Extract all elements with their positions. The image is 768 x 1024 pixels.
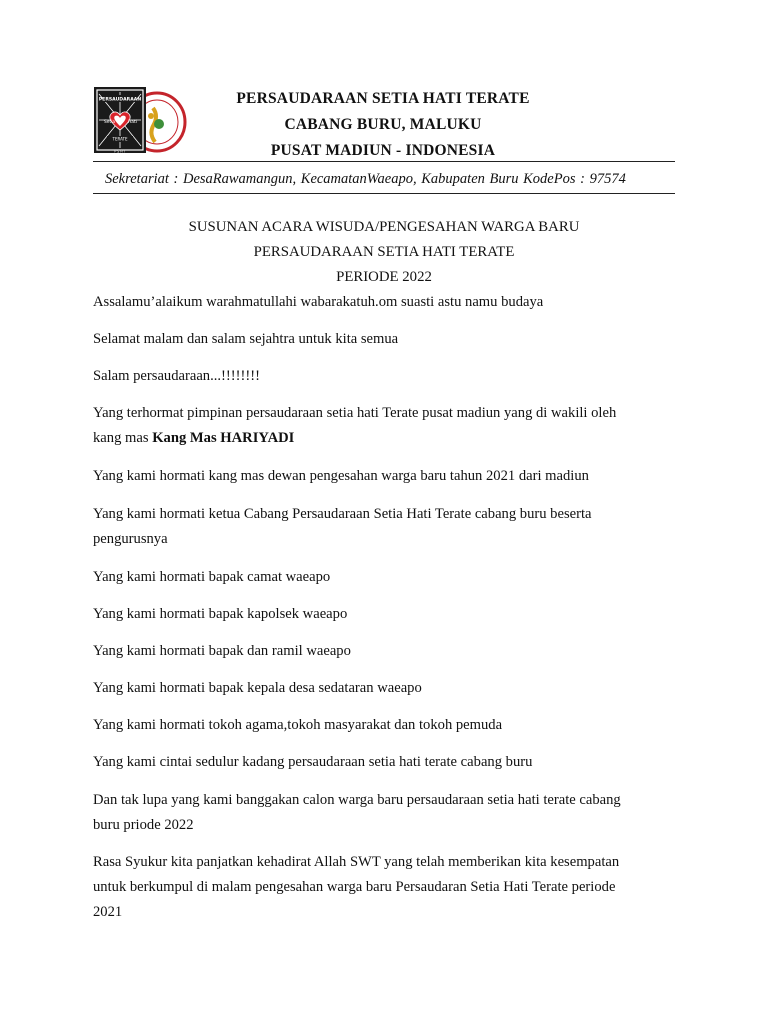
paragraph-line: Yang kami hormati bapak kapolsek waeapo <box>93 606 348 622</box>
paragraph-line: Yang kami cintai sedulur kadang persaudaraan setia hati terate cabang buru <box>93 754 533 770</box>
document-subtitle: PERSAUDARAAN SETIA HATI TERATE <box>253 244 515 260</box>
paragraph-camat <box>93 565 675 590</box>
paragraph-line: 2021 <box>93 904 123 920</box>
logo-bottom-text: TERATE <box>112 136 128 142</box>
paragraph-line: Yang kami hormati tokoh agama,tokoh masyarakat dan tokoh pemuda <box>93 717 503 733</box>
paragraph-brotherhood-greeting <box>93 364 675 389</box>
paragraph-line: Rasa Syukur kita panjatkan kehadirat Allah SWT yang telah memberikan kita kesempatan <box>93 854 620 870</box>
paragraph-branch-chair <box>93 502 675 552</box>
paragraph-line: Yang kami hormati kang mas dewan pengesahan warga baru tahun 2021 dari madiun <box>93 468 589 484</box>
paragraph-greeting <box>93 290 675 315</box>
paragraph-line: Yang kami hormati bapak kepala desa sedataran waeapo <box>93 680 422 696</box>
logo-seal-text: PERSAUDARAAN <box>98 97 142 103</box>
paragraph-candidates <box>93 788 675 838</box>
paragraph-line: pengurusnya <box>93 531 168 547</box>
header-divider-bottom <box>93 193 675 194</box>
paragraph-respected-leader <box>93 401 675 451</box>
paragraph-line: Yang kami hormati bapak dan ramil waeapo <box>93 643 351 659</box>
paragraph-kapolsek <box>93 602 675 627</box>
paragraph-line: untuk berkumpul di malam pengesahan warga baru Persaudaran Setia Hati Terate periode <box>93 879 616 895</box>
secretariat-address: Sekretariat : DesaRawamangun, KecamatanWaeapo, Kabupaten Buru KodePos : 97574 <box>105 171 626 187</box>
logo-initials: P S H T <box>114 149 126 154</box>
document-title-block <box>93 215 675 290</box>
paragraph-village-heads <box>93 676 675 701</box>
document-title: SUSUNAN ACARA WISUDA/PENGESAHAN WARGA BARU <box>188 219 580 235</box>
line-prefix: kang mas <box>93 430 153 446</box>
logo-left-word: Setia <box>104 120 116 125</box>
paragraph-line: Assalamu’alaikum warahmatullahi wabarakatuh.om suasti astu namu budaya <box>93 294 544 310</box>
honoree-name: Kang Mas HARIYADI <box>152 430 295 446</box>
paragraph-line: Dan tak lupa yang kami banggakan calon warga baru persaudaraan setia hati terate cabang <box>93 792 621 808</box>
paragraph-danramil <box>93 639 675 664</box>
paragraph-line: buru priode 2022 <box>93 817 194 833</box>
letterhead <box>200 86 566 164</box>
psht-emblem-icon <box>93 86 193 156</box>
paragraph-council <box>93 464 675 489</box>
paragraph-line: Yang kami hormati ketua Cabang Persaudaraan Setia Hati Terate cabang buru beserta <box>93 506 592 522</box>
paragraph-line <box>93 426 675 451</box>
paragraph-evening-greeting <box>93 327 675 352</box>
headquarters-line: PUSAT MADIUN - INDONESIA <box>270 142 496 159</box>
paragraph-line: Salam persaudaraan...!!!!!!!! <box>93 368 260 384</box>
paragraph-line: Selamat malam dan salam sejahtra untuk kita semua <box>93 331 399 347</box>
paragraph-members <box>93 750 675 775</box>
organization-name: PERSAUDARAAN SETIA HATI TERATE <box>236 90 530 107</box>
document-period: PERIODE 2022 <box>336 269 432 285</box>
paragraph-line: Yang kami hormati bapak camat waeapo <box>93 569 331 585</box>
paragraph-line: Yang terhormat pimpinan persaudaraan setia hati Terate pusat madiun yang di wakili oleh <box>93 405 617 421</box>
paragraph-community-leaders <box>93 713 675 738</box>
branch-name: CABANG BURU, MALUKU <box>284 116 482 133</box>
organization-logo <box>93 86 193 156</box>
paragraph-gratitude <box>93 850 675 925</box>
header-divider-top <box>93 161 675 162</box>
logo-right-word: Hati <box>128 120 137 125</box>
